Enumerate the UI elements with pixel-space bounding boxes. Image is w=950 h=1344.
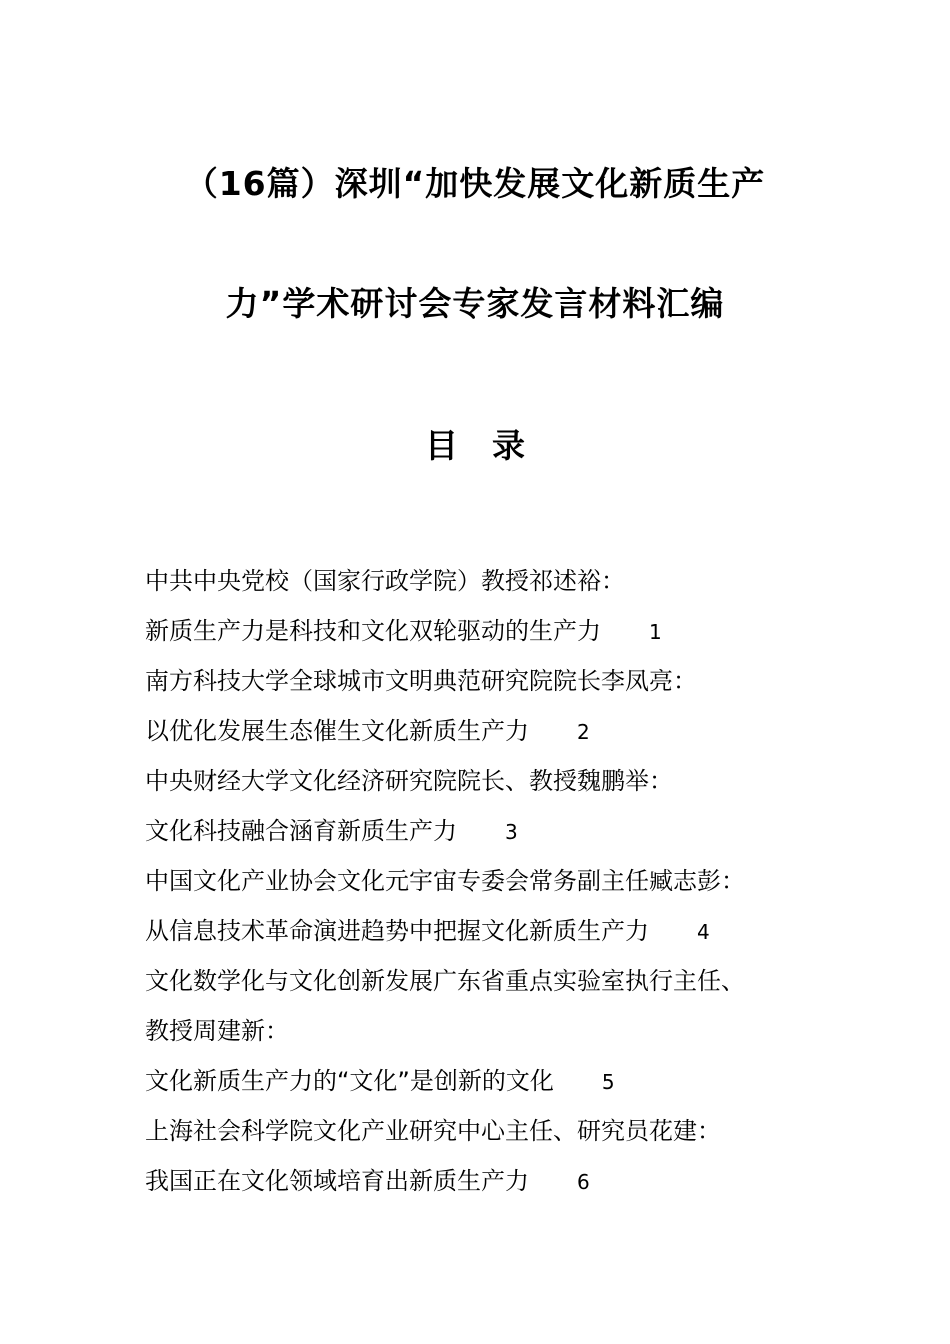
toc-entry-author: 中国文化产业协会文化元宇宙专委会常务副主任臧志彭： [145, 867, 745, 895]
toc-page-number: 6 [577, 1170, 590, 1194]
table-of-contents [145, 562, 825, 1212]
toc-entry-author: 南方科技大学全球城市文明典范研究院院长李凤亮： [145, 667, 697, 695]
toc-entry-author: 文化数学化与文化创新发展广东省重点实验室执行主任、 [145, 967, 745, 995]
document-title-line-2: 力”学术研讨会专家发言材料汇编 [225, 284, 725, 323]
document-title-line-1: （16篇）深圳“加快发展文化新质生产 [184, 164, 766, 203]
toc-heading-char-1: 目 [425, 426, 458, 465]
toc-entry-author-continued: 教授周建新： [145, 1017, 289, 1045]
toc-entry-title[interactable]: 文化科技融合涵育新质生产力 [145, 817, 457, 845]
toc-page-number: 1 [649, 620, 662, 644]
toc-entry-author: 中央财经大学文化经济研究院院长、教授魏鹏举： [145, 767, 673, 795]
toc-entry-title[interactable]: 新质生产力是科技和文化双轮驱动的生产力 [145, 617, 601, 645]
toc-page-number: 2 [577, 720, 590, 744]
toc-entry-title-row[interactable] [145, 1162, 825, 1212]
toc-entry-title-row[interactable] [145, 712, 825, 762]
toc-entry-title[interactable]: 以优化发展生态催生文化新质生产力 [145, 717, 529, 745]
toc-entry-title[interactable]: 从信息技术革命演进趋势中把握文化新质生产力 [145, 917, 649, 945]
toc-entry-author: 上海社会科学院文化产业研究中心主任、研究员花建： [145, 1117, 721, 1145]
toc-page-number: 4 [697, 920, 710, 944]
toc-entry-title[interactable]: 我国正在文化领域培育出新质生产力 [145, 1167, 529, 1195]
toc-heading-char-2: 录 [492, 426, 525, 465]
toc-entry-author: 中共中央党校（国家行政学院）教授祁述裕： [145, 567, 625, 595]
toc-heading [0, 420, 950, 467]
toc-entry-title-row[interactable] [145, 612, 825, 662]
toc-page-number: 3 [505, 820, 518, 844]
toc-entry-title-row[interactable] [145, 812, 825, 862]
toc-entry-title-row[interactable] [145, 912, 825, 962]
toc-entry-title[interactable]: 文化新质生产力的“文化”是创新的文化 [145, 1067, 554, 1095]
toc-entry-title-row[interactable] [145, 1062, 825, 1112]
toc-page-number: 5 [601, 1070, 615, 1094]
